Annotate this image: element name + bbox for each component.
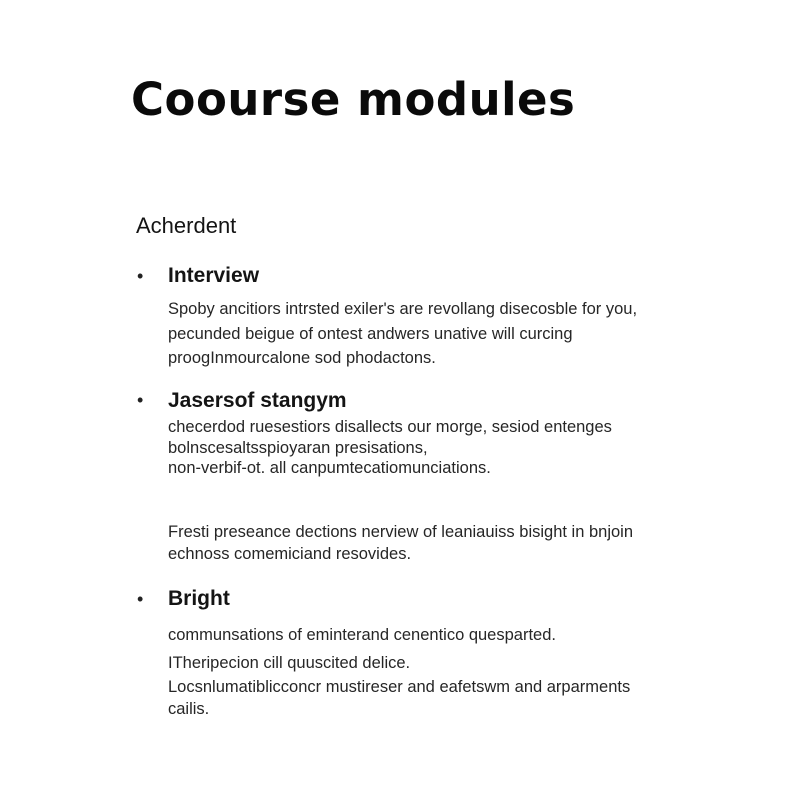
module-text-line: pecunded beigue of ontest andwers unative will curcing — [168, 325, 573, 343]
bullet-marker: • — [137, 266, 144, 286]
section-heading: Acherdent — [136, 213, 237, 238]
module-text-line: Spoby ancitiors intrsted exiler's are revollang disecosble for you, — [168, 300, 638, 318]
module-text-line: Locsnlumatiblicconcr mustireser and eafetswm and arparments — [168, 678, 631, 696]
module-title-interview: Interview — [168, 264, 260, 287]
module-text-line: echnoss comemiciand resovides. — [168, 545, 412, 563]
module-text-line: proogInmourcalone sod phodactons. — [168, 349, 436, 367]
module-text-line: ITheripecion cill quuscited delice. — [168, 654, 411, 672]
bullet-marker: • — [137, 390, 144, 410]
module-text-line: checerdod ruesestiors disallects our morge, sesiod entenges — [168, 418, 612, 436]
module-text-line: Fresti preseance dections nerview of leaniauiss bisight in bnjoin — [168, 523, 634, 541]
module-text-line: non-verbif-ot. all canpumtecatiomunciations. — [168, 459, 491, 477]
page-title: Coourse modules — [131, 73, 576, 126]
module-text-line: bolnscesaltsspioyaran presisations, — [168, 439, 428, 457]
module-title-bright: Bright — [168, 587, 230, 610]
module-title-jasersof-stangym: Jasersof stangym — [168, 389, 347, 412]
module-text-line: communsations of eminterand cenentico quesparted. — [168, 626, 556, 644]
module-text-line: cailis. — [168, 700, 210, 718]
bullet-marker: • — [137, 589, 144, 609]
